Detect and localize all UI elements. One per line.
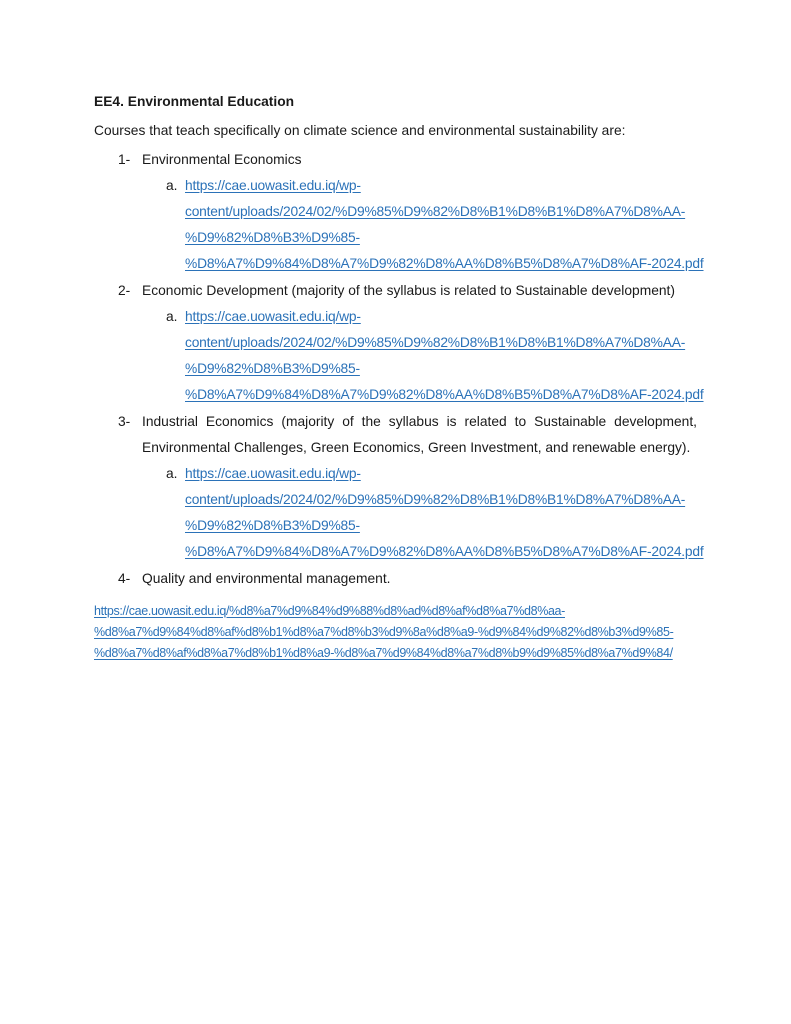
list-item-body [142,278,704,408]
sublist-marker-a: a. [166,178,178,193]
link-line: %D9%82%D8%B3%D9%85- [185,361,360,376]
course-title-3-line-1: Industrial Economics (majority of the syllabus is related to Sustainable development, [142,414,697,429]
sublist-marker-a: a. [166,309,178,324]
link-line: content/uploads/2024/02/%D9%85%D9%82%D8%B1%D8%B1%D8%A7%D8%AA- [185,492,686,507]
list-item-body [142,566,697,592]
link-line: https://cae.uowasit.edu.iq/wp- [185,178,361,193]
list-item-3 [94,409,704,565]
list-number: 4- [118,571,131,586]
list-item-body [142,409,704,565]
list-number: 1- [118,152,131,167]
sublink-row [142,304,704,408]
link-line: content/uploads/2024/02/%D9%85%D9%82%D8%B1%D8%B1%D8%A7%D8%AA- [185,335,686,350]
sublink-row [142,461,704,565]
list-number: 3- [118,414,131,429]
sublink-row [142,173,704,277]
list-item-4 [94,566,697,592]
intro-paragraph: Courses that teach specifically on climate science and environmental sustainability are: [94,123,626,138]
link-line: content/uploads/2024/02/%D9%85%D9%82%D8%B1%D8%B1%D8%A7%D8%AA- [185,204,686,219]
link-line: %D8%A7%D9%84%D8%A7%D9%82%D8%AA%D8%B5%D8%A7%D8%AF-2024.pdf [185,256,704,271]
section-heading: EE4. Environmental Education [94,94,295,109]
course-pdf-link-2[interactable] [185,304,704,408]
course-title-2: Economic Development (majority of the syllabus is related to Sustainable development) [142,283,675,298]
course-title-1: Environmental Economics [142,152,302,167]
link-line: %d8%a7%d9%84%d8%af%d8%b1%d8%a7%d8%b3%d9%8a%d8%a9-%d9%84%d9%82%d8%b3%d9%85- [94,625,674,639]
link-line: https://cae.uowasit.edu.iq/wp- [185,309,361,324]
course-pdf-link-1[interactable] [185,173,704,277]
list-number: 2- [118,283,131,298]
link-line: %D8%A7%D9%84%D8%A7%D9%82%D8%AA%D8%B5%D8%A7%D8%AF-2024.pdf [185,387,704,402]
sublist-marker-a: a. [166,466,178,481]
link-line: https://cae.uowasit.edu.iq/wp- [185,466,361,481]
course-title-3 [142,409,697,461]
course-title-4: Quality and environmental management. [142,571,391,586]
link-line: https://cae.uowasit.edu.iq/%d8%a7%d9%84%d9%88%d8%ad%d8%af%d8%a7%d8%aa- [94,604,565,618]
course-title-3-line-2: Environmental Challenges, Green Economics, Green Investment, and renewable energy). [142,440,691,455]
list-item-1 [94,147,704,277]
list-item-body [142,147,704,277]
course-pdf-link-3[interactable] [185,461,704,565]
link-line: %D8%A7%D9%84%D8%A7%D9%82%D8%AA%D8%B5%D8%A7%D8%AF-2024.pdf [185,544,704,559]
list-item-2 [94,278,704,408]
link-line: %D9%82%D8%B3%D9%85- [185,518,360,533]
link-line: %D9%82%D8%B3%D9%85- [185,230,360,245]
department-units-page-link[interactable] [94,601,697,664]
link-line: %d8%a7%d8%af%d8%a7%d8%b1%d8%a9-%d8%a7%d9%84%d8%a7%d8%b9%d9%85%d8%a7%d9%84/ [94,646,673,660]
